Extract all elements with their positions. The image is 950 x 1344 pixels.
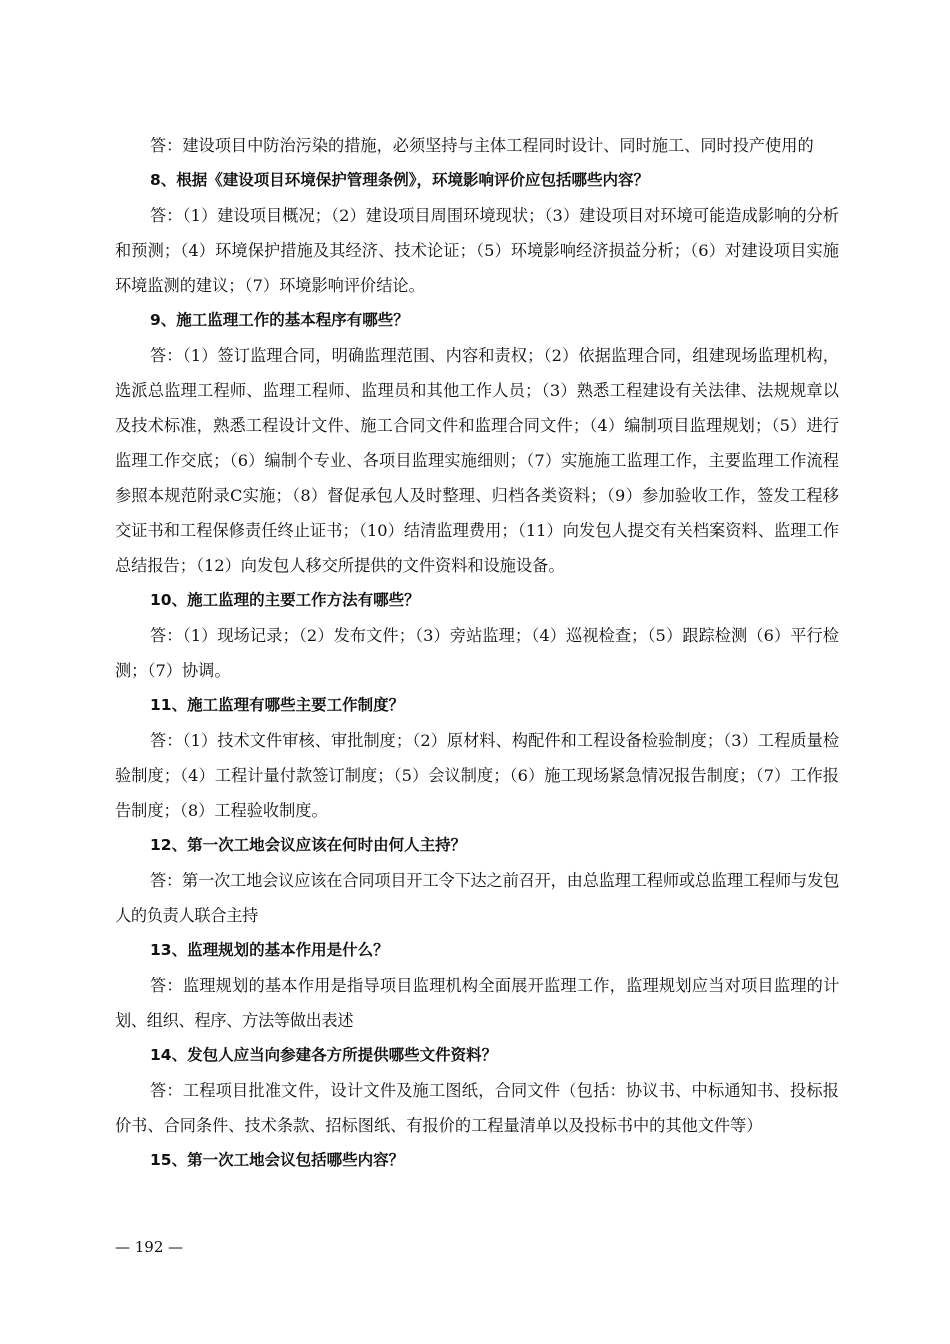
answer-8: 答：（1）建设项目概况；（2）建设项目周围环境现状；（3）建设项目对环境可能造成影响的分析和预测；（4）环境保护措施及其经济、技术论证；（5）环境影响经济损益分析；（6）对建设项目实施环境监测的建议；（7）环境影响评价结论。: [115, 206, 839, 295]
page-number: — 192 —: [115, 1238, 184, 1256]
answer-10: 答：（1）现场记录；（2）发布文件；（3）旁站监理；（4）巡视检查；（5）跟踪检测（6）平行检测；（7）协调。: [115, 626, 839, 680]
question-8: 8、根据《建设项目环境保护管理条例》，环境影响评价应包括哪些内容？: [150, 171, 650, 189]
question-9: 9、施工监理工作的基本程序有哪些？: [150, 311, 409, 329]
document-body: [115, 128, 839, 1178]
question-12: 12、第一次工地会议应该在何时由何人主持？: [150, 836, 467, 854]
question-15: 15、第一次工地会议包括哪些内容？: [150, 1151, 405, 1169]
answer-14: 答：工程项目批准文件，设计文件及施工图纸，合同文件（包括：协议书、中标通知书、投标报价书、合同条件、技术条款、招标图纸、有报价的工程量清单以及投标书中的其他文件等）: [115, 1081, 839, 1135]
answer-13: 答：监理规划的基本作用是指导项目监理机构全面展开监理工作，监理规划应当对项目监理的计划、组织、程序、方法等做出表述: [115, 976, 839, 1030]
question-13: 13、监理规划的基本作用是什么？: [150, 941, 389, 959]
answer-12: 答：第一次工地会议应该在合同项目开工令下达之前召开，由总监理工程师或总监理工程师与发包人的负责人联合主持: [115, 871, 839, 925]
question-10: 10、施工监理的主要工作方法有哪些？: [150, 591, 420, 609]
answer-9: 答：（1）签订监理合同，明确监理范围、内容和责权；（2）依据监理合同，组建现场监理机构，选派总监理工程师、监理工程师、监理员和其他工作人员；（3）熟悉工程建设有关法律、法规规章以及技术标准，熟悉工程设计文件、施工合同文件和监理合同文件；（4）编制项目监理规划；（5）进行监理工作交底；（6）编制个专业、各项目监理实施细则；（7）实施施工监理工作，主要监理工作流程参照本规范附录C实施；（8）督促承包人及时整理、归档各类资料；（9）参加验收工作，签发工程移交证书和工程保修责任终止证书；（10）结清监理费用；（11）向发包人提交有关档案资料、监理工作总结报告；（12）向发包人移交所提供的文件资料和设施设备。: [115, 346, 839, 575]
answer-11: 答：（1）技术文件审核、审批制度；（2）原材料、构配件和工程设备检验制度；（3）工程质量检验制度；（4）工程计量付款签订制度；（5）会议制度；（6）施工现场紧急情况报告制度；（7）工作报告制度；（8）工程验收制度。: [115, 731, 839, 820]
answer-7: 答：建设项目中防治污染的措施，必须坚持与主体工程同时设计、同时施工、同时投产使用的: [150, 136, 814, 155]
question-11: 11、施工监理有哪些主要工作制度？: [150, 696, 405, 714]
question-14: 14、发包人应当向参建各方所提供哪些文件资料？: [150, 1046, 498, 1064]
